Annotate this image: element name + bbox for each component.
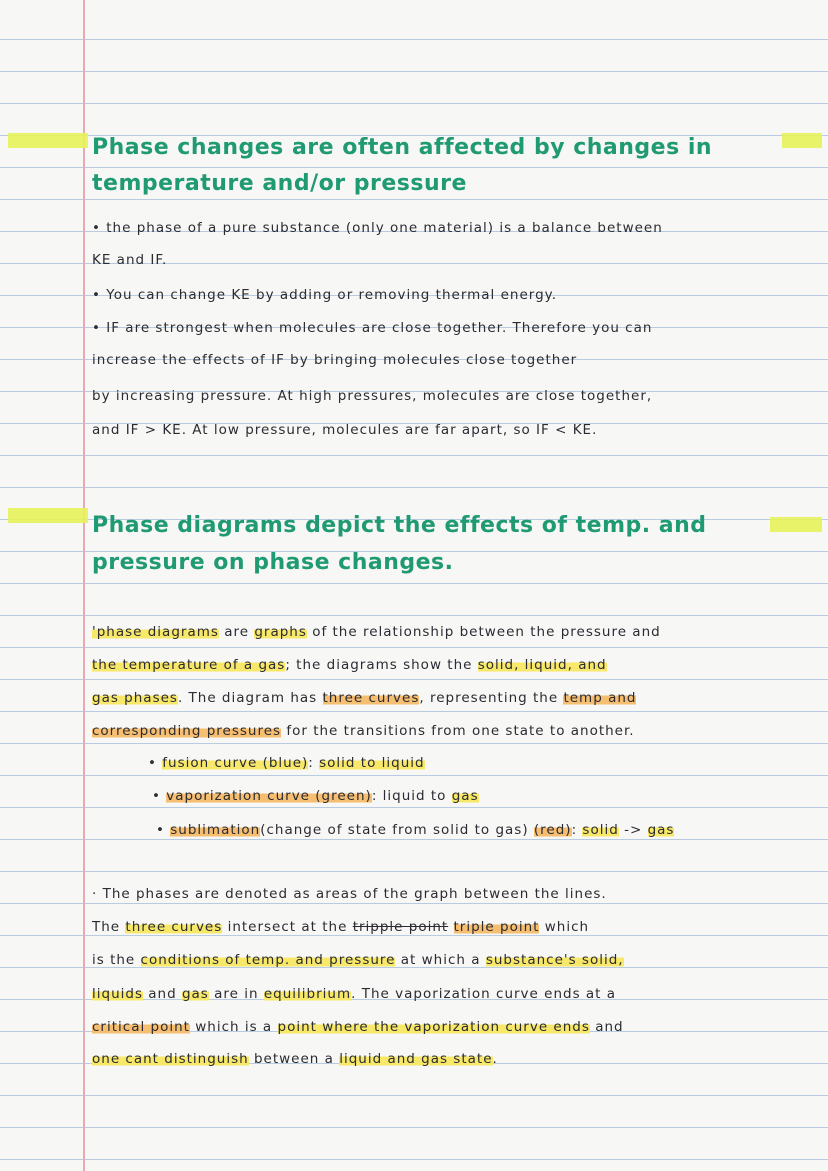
highlighted-term: gas phases — [92, 690, 178, 706]
note-line: and IF > KE. At low pressure, molecules are far apart, so IF < KE. — [92, 422, 598, 438]
highlighted-term: point where the vaporization curve ends — [277, 1019, 590, 1035]
highlighted-term: gas — [647, 822, 675, 838]
text: for the transitions from one state to another. — [281, 723, 635, 739]
note-line: by increasing pressure. At high pressures, molecules are close together, — [92, 388, 653, 404]
highlighted-term: fusion curve (blue) — [162, 755, 309, 771]
highlighted-term: triple point — [453, 919, 540, 935]
heading-highlight — [8, 133, 88, 148]
text: and — [589, 1019, 624, 1035]
highlighted-term: conditions of temp. and pressure — [140, 952, 396, 968]
highlighted-term: temp and — [563, 690, 637, 706]
highlighted-term: solid to liquid — [319, 755, 425, 771]
text: are in — [208, 986, 264, 1002]
text: (change of state from solid to gas) — [260, 822, 534, 838]
text: . The diagram has — [177, 690, 323, 706]
text: . The vaporization curve ends at a — [351, 986, 617, 1002]
text: ; the diagrams show the — [285, 657, 478, 673]
text: at which a — [395, 952, 486, 968]
heading-highlight — [770, 517, 822, 532]
highlighted-term: corresponding pressures — [92, 723, 282, 739]
highlighted-term: 'phase diagrams — [92, 624, 219, 640]
bullet-dot: • — [156, 822, 171, 838]
highlighted-term: gas — [181, 986, 209, 1002]
note-line — [92, 655, 607, 675]
note-line — [92, 984, 616, 1004]
bullet-sublimation — [156, 820, 674, 840]
note-line — [92, 688, 636, 708]
note-line: increase the effects of IF by bringing molecules close together — [92, 352, 578, 368]
section-heading-2a: Phase diagrams depict the effects of temp. and — [92, 513, 707, 538]
text: . — [492, 1051, 498, 1067]
text: : — [308, 755, 320, 771]
highlighted-term: vaporization curve (green) — [166, 788, 372, 804]
note-line — [92, 1049, 498, 1069]
note-line — [92, 721, 635, 741]
highlighted-term: liquids — [92, 986, 143, 1002]
highlighted-term: sublimation — [170, 822, 261, 838]
text: -> — [618, 822, 648, 838]
highlighted-term: (red) — [533, 822, 572, 838]
text: : — [571, 822, 583, 838]
note-line: · The phases are denoted as areas of the graph between the lines. — [92, 886, 607, 902]
text: between a — [248, 1051, 340, 1067]
highlighted-term: the temperature of a gas — [92, 657, 286, 673]
text — [448, 919, 453, 935]
text: and — [142, 986, 182, 1002]
text: are — [218, 624, 255, 640]
note-line: • IF are strongest when molecules are close together. Therefore you can — [92, 320, 653, 336]
heading-highlight — [782, 133, 822, 148]
note-line: • the phase of a pure substance (only one material) is a balance between — [92, 220, 663, 236]
text: is the — [92, 952, 141, 968]
text: intersect at the — [222, 919, 353, 935]
highlighted-term: liquid and gas state — [339, 1051, 493, 1067]
highlighted-term: solid — [582, 822, 619, 838]
bullet-dot: • — [148, 755, 163, 771]
highlighted-term: three curves — [322, 690, 420, 706]
highlighted-term: graphs — [254, 624, 307, 640]
highlighted-term: equilibrium — [263, 986, 352, 1002]
highlighted-term: critical point — [92, 1019, 190, 1035]
bullet-vaporization — [152, 786, 479, 806]
text: of the relationship between the pressure and — [306, 624, 661, 640]
note-line — [92, 917, 589, 937]
section-heading-1b: temperature and/or pressure — [92, 171, 467, 196]
text: : liquid to — [371, 788, 452, 804]
note-line — [92, 1017, 624, 1037]
highlighted-term: solid, liquid, and — [477, 657, 607, 673]
heading-highlight — [8, 508, 88, 523]
note-line — [92, 622, 661, 642]
text: The — [92, 919, 126, 935]
note-line: • You can change KE by adding or removing thermal energy. — [92, 287, 557, 303]
note-line: KE and IF. — [92, 252, 168, 268]
highlighted-term: one cant distinguish — [92, 1051, 249, 1067]
bullet-dot: • — [152, 788, 167, 804]
highlighted-term: gas — [451, 788, 479, 804]
crossed-out-text: tripple point — [352, 919, 449, 935]
section-heading-1a: Phase changes are often affected by changes in — [92, 135, 713, 160]
bullet-fusion — [148, 753, 425, 773]
text: , representing the — [419, 690, 564, 706]
text: which — [539, 919, 590, 935]
section-heading-2b: pressure on phase changes. — [92, 550, 454, 575]
margin-line — [83, 0, 85, 1171]
note-line — [92, 950, 624, 970]
highlighted-term: three curves — [125, 919, 223, 935]
highlighted-term: substance's solid, — [485, 952, 624, 968]
text: which is a — [189, 1019, 278, 1035]
